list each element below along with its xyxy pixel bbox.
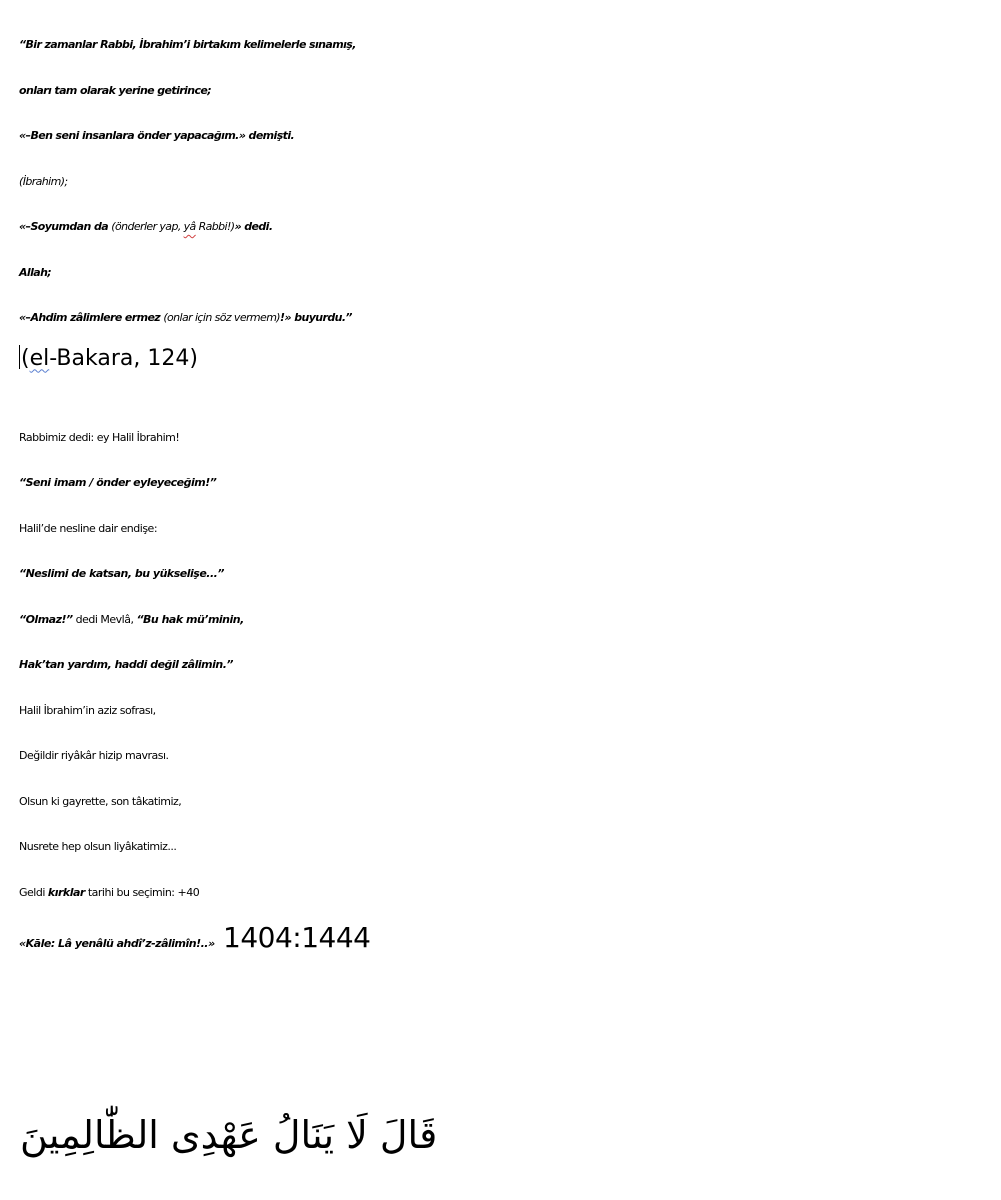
verse-line-5-rabbi: Rabbi!) — [195, 220, 235, 233]
paragraph-gap — [19, 377, 989, 415]
poem-line-9: Olsun ki gayrette, son tâkatimiz, — [19, 794, 182, 808]
verse-line-4: (İbrahim); — [19, 174, 68, 188]
poem-line-5-b: dedi Mevlâ, — [72, 612, 137, 626]
poem-line-10: Nusrete hep olsun liyâkatimiz... — [19, 840, 177, 853]
poem-line-5-a: “Olmaz!” — [19, 612, 73, 626]
poem-line-4: “Neslimi de katsan, bu yükselişe...” — [19, 567, 224, 580]
poem-line-12-a: «Kāle: Lâ yenâlü ahdî’z-zâlimîn!..» — [19, 937, 215, 950]
poem-line-5-c: “Bu hak mü’minin, — [136, 612, 244, 626]
ref-el: el — [29, 345, 50, 371]
poem-line-8: Değildir riyâkâr hizip mavrası. — [19, 749, 169, 762]
poem-line-11-b: kırklar — [47, 885, 85, 899]
poem-line-11-c: tarihi bu seçimin: +40 — [84, 885, 200, 899]
ref-open: ( — [21, 345, 30, 371]
verse-line-6: Allah; — [19, 265, 52, 279]
verse-line-5-end: » dedi. — [234, 220, 273, 233]
poem-line-12-b: 1404:1444 — [214, 921, 371, 954]
poem-line-7: Halil İbrahim’in aziz sofrası, — [19, 703, 156, 717]
poem-line-5 — [19, 597, 989, 643]
verse-line-5-misspelled: yâ — [183, 220, 196, 233]
text-cursor — [19, 345, 20, 369]
poem-line-11 — [19, 870, 989, 916]
verse-line-1: “Bir zamanlar Rabbi, İbrahim’i birtakım kelimelerle sınamış, — [19, 38, 356, 51]
verse-line-7 — [19, 295, 989, 341]
poem-line-6: Hak’tan yardım, haddi değil zâlimin.” — [19, 658, 233, 671]
verse-reference — [19, 341, 989, 377]
poem — [19, 415, 989, 961]
verse-line-3: «–Ben seni insanlara önder yapacağım.» demişti. — [19, 129, 295, 142]
arabic-verse: قَالَ لَا يَنَالُ عَهْدِى الظّٰالِمِينَ — [20, 1113, 438, 1157]
document-page — [19, 22, 989, 961]
ref-rest: -Bakara, 124) — [49, 345, 198, 371]
verse-line-5 — [19, 204, 989, 250]
poem-line-2: “Seni imam / önder eyleyeceğim!” — [19, 476, 217, 489]
verse-line-5-bold: «–Soyumdan da — [19, 220, 112, 233]
poem-line-1: Rabbimiz dedi: ey Halil İbrahim! — [19, 430, 180, 444]
quran-translation — [19, 22, 989, 377]
verse-line-7-end: !» buyurdu.” — [280, 311, 352, 324]
poem-line-11-a: Geldi — [19, 885, 48, 899]
verse-line-7-paren: (onlar için söz vermem) — [163, 311, 281, 324]
verse-line-2: onları tam olarak yerine getirince; — [19, 83, 212, 97]
verse-line-7-bold: «–Ahdim zâlimlere ermez — [19, 311, 164, 324]
verse-line-5-paren: (önderler yap, — [111, 220, 184, 233]
poem-line-12 — [19, 915, 989, 961]
poem-line-3: Halil’de nesline dair endişe: — [19, 521, 158, 535]
